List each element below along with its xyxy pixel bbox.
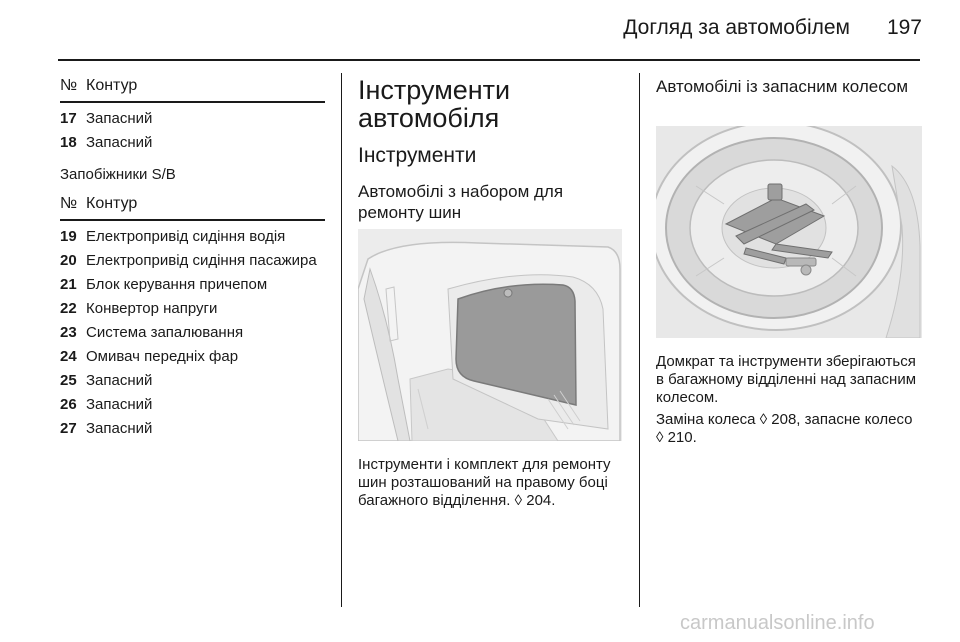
table-row	[60, 299, 325, 318]
fuse-table-1-head-num: №	[60, 77, 78, 94]
spare-wheel-jack-illustration	[656, 126, 922, 338]
fuse-table-2-header	[60, 194, 325, 221]
spare-wheel-caption-block	[656, 353, 922, 447]
fuse-circuit: Електропривід сидіння пасажира	[86, 252, 317, 269]
fuse-circuit: Запасний	[86, 134, 153, 151]
table-row	[60, 323, 325, 342]
fuse-table-2-head-num: №	[60, 195, 78, 212]
trunk-repair-kit-illustration	[358, 229, 622, 441]
spare-wheel-caption-1: Домкрат та інструменти зберігаються в багажному відділенні над запасним колесом.	[656, 353, 917, 406]
fuse-table-2-head-label: Контур	[86, 195, 138, 212]
table-row	[60, 371, 325, 390]
fuse-circuit: Блок керування причепом	[86, 276, 268, 293]
spare-wheel-heading: Автомобілі із запасним колесом	[656, 77, 909, 96]
fuse-number: 26	[60, 396, 77, 413]
table-row	[60, 419, 325, 438]
fuse-number: 17	[60, 110, 77, 127]
trunk-illustration-svg	[358, 229, 622, 441]
table-row	[60, 395, 325, 414]
tools-column	[358, 76, 622, 223]
fuse-circuit: Запасний	[86, 372, 153, 389]
fuse-number: 21	[60, 276, 77, 293]
spare-wheel-caption-2: Заміна колеса ◊ 208, запасне колесо ◊ 210.	[656, 411, 913, 446]
fuse-table-1-head-label: Контур	[86, 77, 138, 94]
fuse-column	[60, 76, 325, 443]
fuse-number: 24	[60, 348, 77, 365]
table-row	[60, 275, 325, 294]
repair-kit-caption-block	[358, 456, 622, 510]
table-row	[60, 251, 325, 270]
repair-kit-caption: Інструменти і комплект для ремонту шин розташований на правому боці багажного відділення. ◊ 204.	[358, 456, 611, 509]
fuse-circuit: Омивач передніх фар	[86, 348, 239, 365]
fuse-number: 18	[60, 134, 77, 151]
section-title: Інструменти автомобіля	[358, 75, 511, 133]
table-row	[60, 227, 325, 246]
fuse-circuit: Електропривід сидіння водія	[86, 228, 286, 245]
fuse-number: 22	[60, 300, 77, 317]
table-row	[60, 347, 325, 366]
fuse-number: 19	[60, 228, 77, 245]
page-header-title: Догляд за автомобілем	[623, 16, 850, 39]
fuse-circuit: Система запалювання	[86, 324, 244, 341]
fuse-circuit: Запасний	[86, 420, 153, 437]
fuse-number: 25	[60, 372, 77, 389]
column-divider-2	[639, 73, 640, 607]
fuse-number: 20	[60, 252, 77, 269]
watermark-text: carmanualsonline.info	[680, 612, 875, 634]
page-number: 197	[886, 16, 922, 39]
header-divider	[58, 59, 920, 61]
fuse-number: 23	[60, 324, 77, 341]
section-subtitle: Інструменти	[358, 144, 477, 167]
table-row	[60, 109, 325, 128]
column-divider-1	[341, 73, 342, 607]
spare-wheel-column	[656, 76, 922, 97]
repair-kit-heading: Автомобілі з набором для ремонту шин	[358, 182, 564, 222]
spare-wheel-svg	[656, 126, 922, 338]
fuse-table-1-header	[60, 76, 325, 103]
table-row	[60, 133, 325, 152]
fuse-number: 27	[60, 420, 77, 437]
fuse-circuit: Конвертор напруги	[86, 300, 218, 317]
fuse-circuit: Запасний	[86, 396, 153, 413]
fuse-table-2-title: Запобіжники S/B	[60, 166, 176, 183]
fuse-circuit: Запасний	[86, 110, 153, 127]
